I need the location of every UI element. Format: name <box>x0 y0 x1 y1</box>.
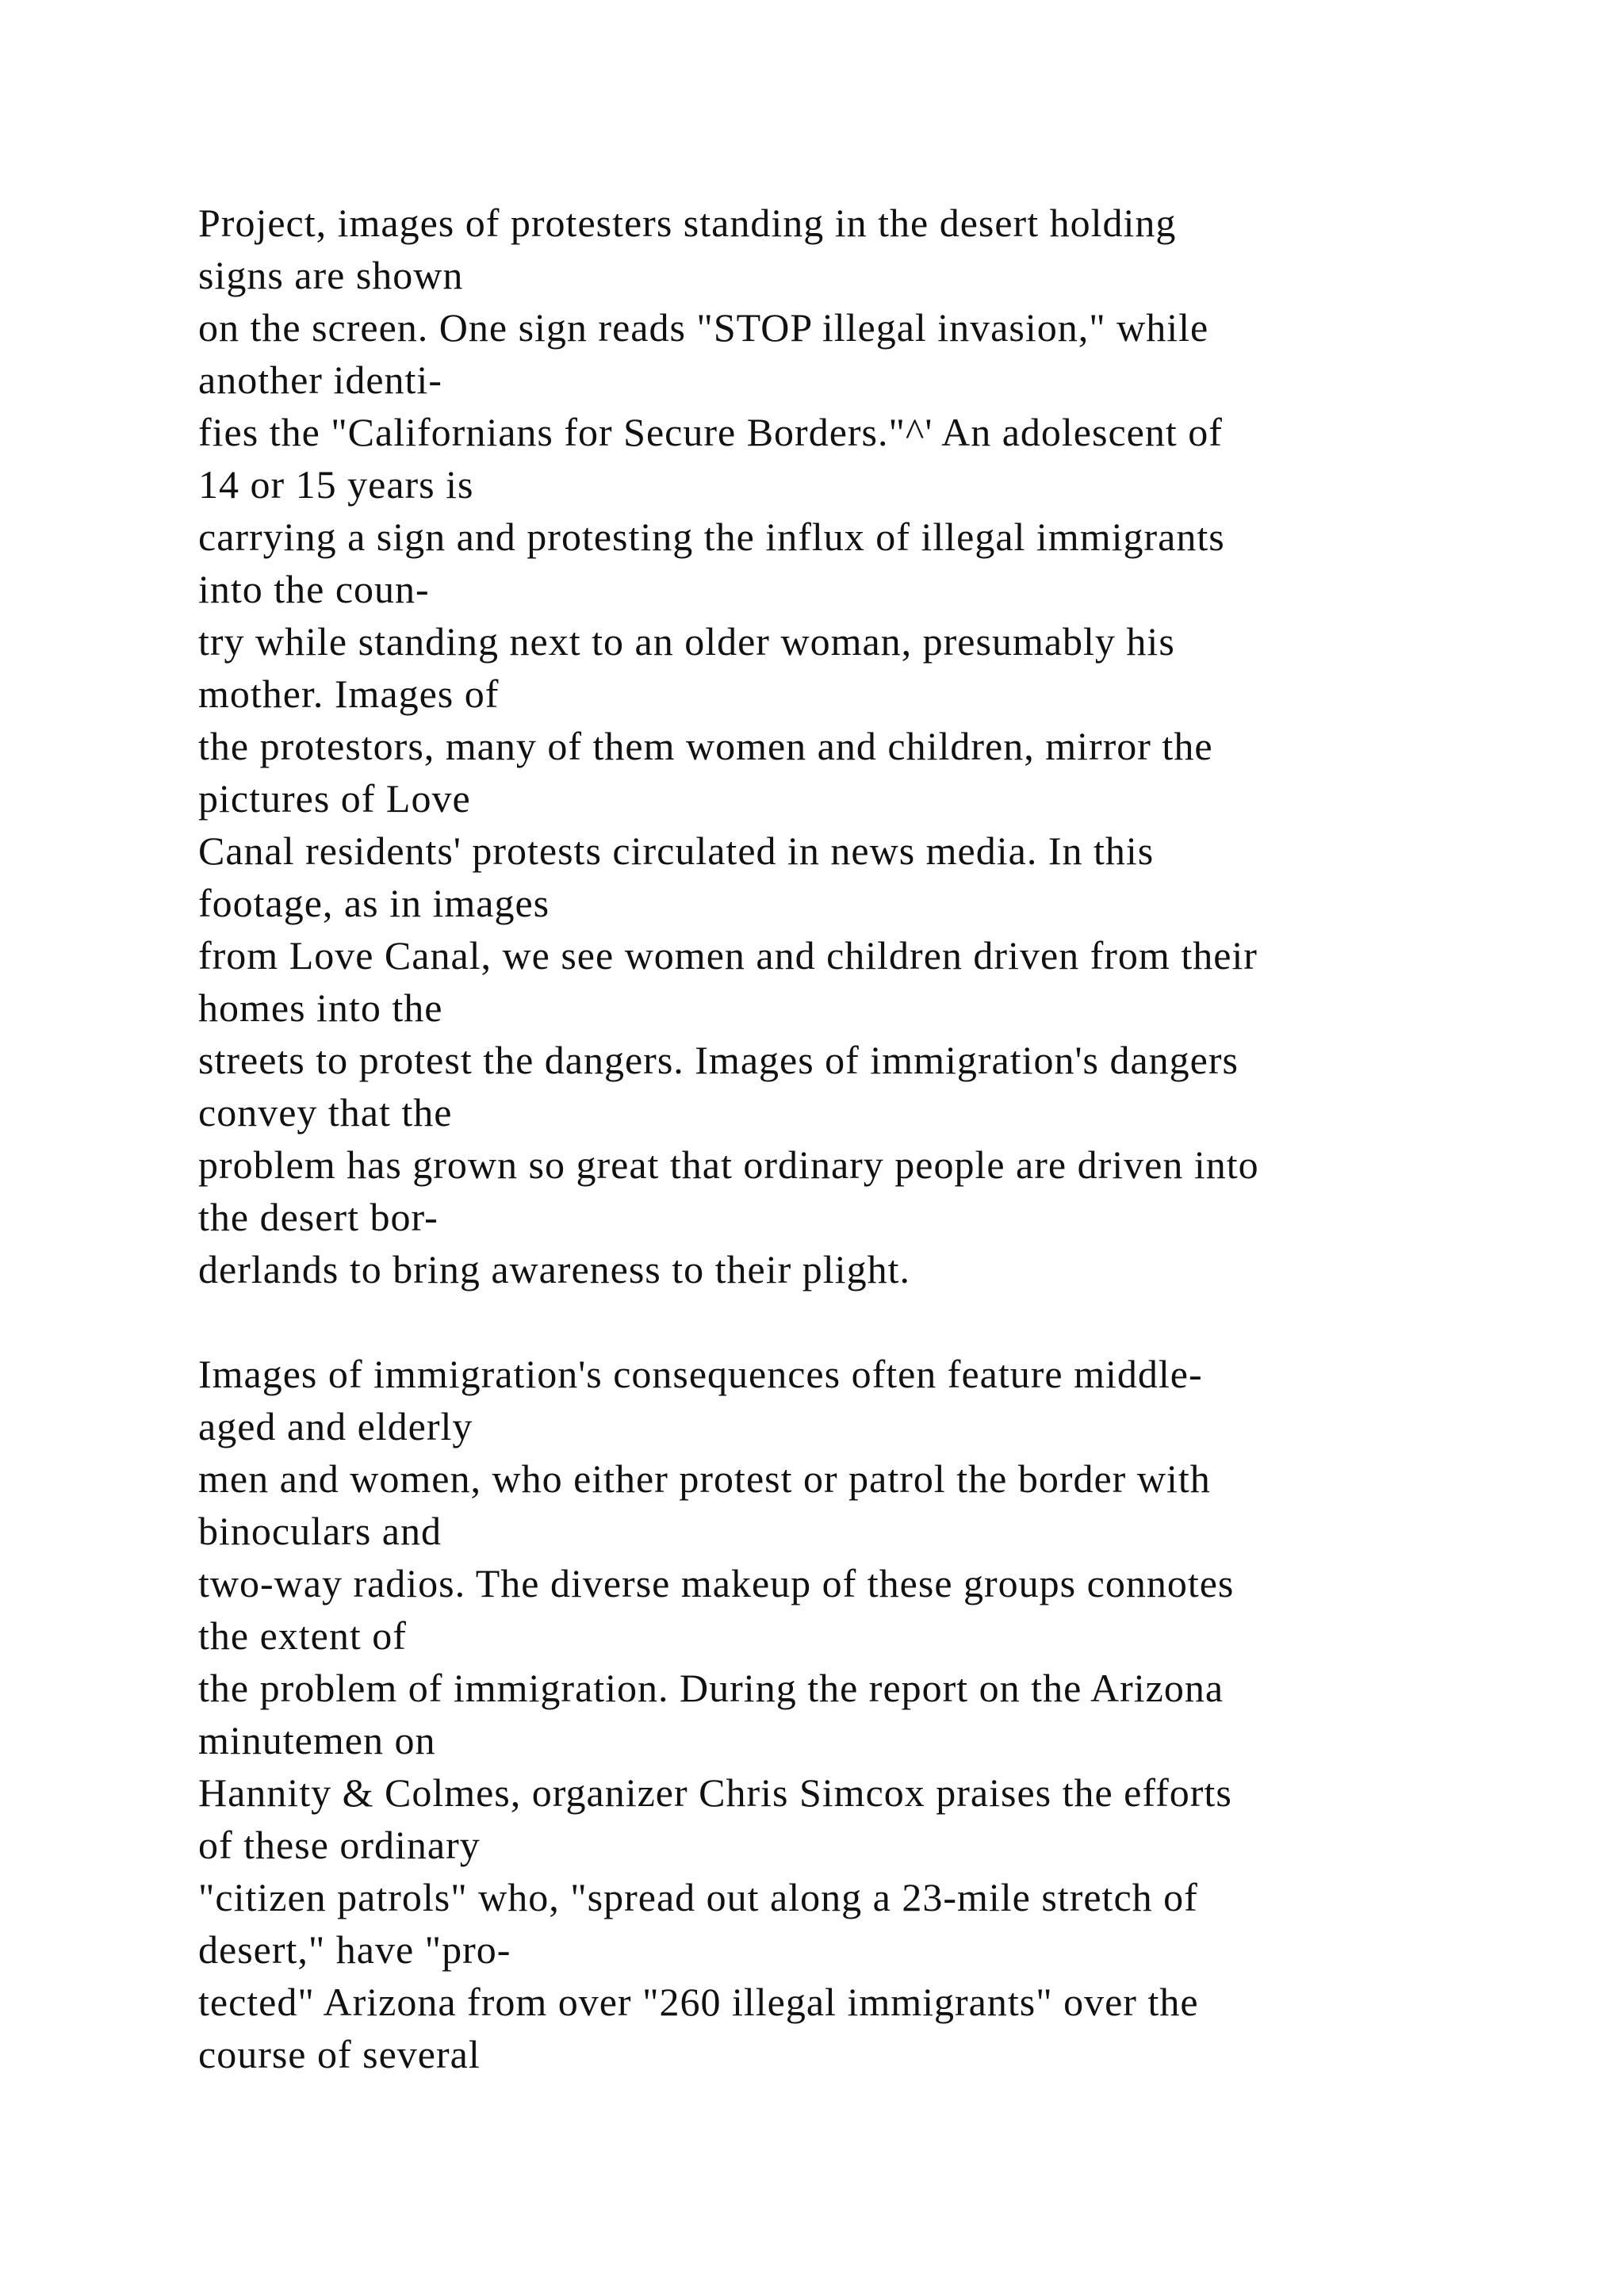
text-line: Canal residents' protests circulated in news media. In this <box>198 828 1155 873</box>
text-line: carrying a sign and protesting the influx of illegal immigrants <box>198 515 1225 559</box>
text-line: tected" Arizona from over "260 illegal immigrants" over the <box>198 1980 1199 2024</box>
text-line: men and women, who either protest or patrol the border with <box>198 1456 1211 1501</box>
text-line: problem has grown so great that ordinary people are driven into <box>198 1142 1259 1187</box>
text-line: from Love Canal, we see women and children driven from their <box>198 933 1258 978</box>
text-line: streets to protest the dangers. Images of immigration's dangers <box>198 1038 1239 1082</box>
text-line: Images of immigration's consequences often feature middle- <box>198 1352 1203 1396</box>
paragraph-2 <box>198 1348 1594 2080</box>
text-line: course of several <box>198 2032 481 2076</box>
text-line: "citizen patrols" who, "spread out along a 23-mile stretch of <box>198 1875 1198 1919</box>
text-line: convey that the <box>198 1090 453 1135</box>
text-line: try while standing next to an older woman, presumably his <box>198 619 1175 664</box>
text-line: aged and elderly <box>198 1404 473 1448</box>
paragraph-1 <box>198 197 1594 1295</box>
text-line: the desert bor- <box>198 1195 439 1239</box>
text-line: mother. Images of <box>198 672 500 716</box>
text-line: two-way radios. The diverse makeup of these groups connotes <box>198 1561 1235 1605</box>
paragraph-gap <box>198 1295 1594 1348</box>
text-line: minutemen on <box>198 1718 436 1762</box>
text-line: the protestors, many of them women and children, mirror the <box>198 724 1213 768</box>
text-line: of these ordinary <box>198 1823 481 1867</box>
document-body <box>198 197 1594 2080</box>
text-line: homes into the <box>198 985 443 1030</box>
text-line: into the coun- <box>198 567 430 611</box>
text-line: desert," have "pro- <box>198 1927 511 1972</box>
text-line: Project, images of protesters standing in the desert holding <box>198 201 1177 245</box>
text-line: the extent of <box>198 1613 407 1658</box>
text-line: signs are shown <box>198 253 464 297</box>
text-line: fies the "Californians for Secure Borders."^' An adolescent of <box>198 410 1223 454</box>
text-line: the problem of immigration. During the report on the Arizona <box>198 1666 1224 1710</box>
text-line: another identi- <box>198 358 442 402</box>
text-line: on the screen. One sign reads "STOP illegal invasion," while <box>198 305 1209 350</box>
text-line: pictures of Love <box>198 776 471 821</box>
text-line: binoculars and <box>198 1509 442 1553</box>
text-line: derlands to bring awareness to their plight. <box>198 1247 910 1292</box>
text-line: footage, as in images <box>198 881 550 925</box>
text-line: 14 or 15 years is <box>198 462 474 507</box>
text-line: Hannity & Colmes, organizer Chris Simcox praises the efforts <box>198 1770 1232 1815</box>
